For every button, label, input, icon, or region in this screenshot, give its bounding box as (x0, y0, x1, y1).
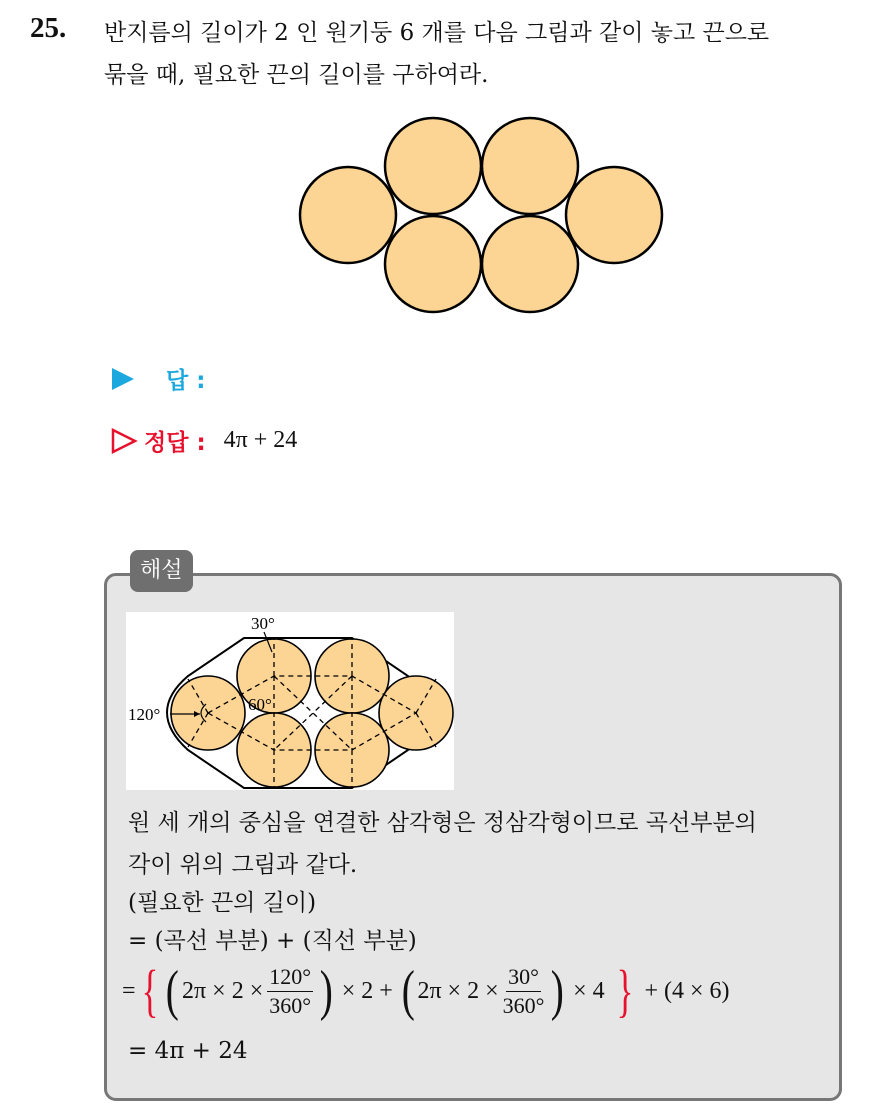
circle-right (566, 167, 662, 263)
circle-bottom-left (385, 216, 481, 312)
eq-sign: = (122, 977, 136, 1004)
fraction-2 (503, 963, 545, 1020)
cylinders-figure (296, 114, 668, 318)
fraction-2-denominator: 360° (502, 992, 545, 1018)
fraction-1-numerator: 120° (267, 963, 313, 992)
angle-120-label: 120° (128, 705, 161, 724)
solution-line-4: = (곡선 부분) + (직선 부분) (128, 928, 417, 954)
question-text-line-1: 반지름의 길이가 2 인 원기둥 6 개를 다음 그림과 같이 놓고 끈으로 (104, 20, 770, 46)
correct-answer-label: 정답 : (144, 430, 206, 456)
outline-arrow-icon (110, 427, 138, 455)
correct-answer-value: 4π + 24 (223, 427, 298, 453)
right-brace: } (616, 958, 633, 1023)
circle-top-right (482, 118, 578, 214)
circle-top-left (385, 118, 481, 214)
term1-pre: 2π × 2 × (182, 977, 264, 1004)
circle-left (300, 167, 396, 263)
question-text-line-2: 묶을 때, 필요한 끈의 길이를 구하여라. (104, 62, 489, 88)
term1-post: × 2 + (341, 977, 393, 1004)
answer-row (110, 362, 205, 395)
solution-line-3: (필요한 끈의 길이) (128, 890, 317, 916)
left-brace: { (141, 958, 158, 1023)
angle-30-label: 30° (251, 614, 275, 633)
eq-tail: + (4 × 6) (644, 977, 730, 1004)
solution-result: = 4π + 24 (128, 1038, 248, 1064)
solution-tag: 해설 (130, 550, 193, 592)
fraction-2-numerator: 30° (506, 963, 541, 992)
correct-answer-row (110, 424, 297, 457)
question-number: 25. (30, 12, 67, 44)
term2-post: × 4 (573, 977, 605, 1004)
fraction-1 (267, 963, 313, 1020)
term2-pre: 2π × 2 × (417, 977, 499, 1004)
solution-equation: = { ( 2π × 2 × $\frac{120^\circ}{360^\circ}$ ) × 2 + ( 2π × 2 × $\frac{30^\circ}{360^\circ}$ ) × 4 } + (4 × 6) (122, 958, 730, 1023)
circle-bottom-right (482, 216, 578, 312)
play-arrow-icon (110, 366, 136, 392)
angle-60-label: 60° (248, 695, 272, 714)
answer-label: 답 : (166, 368, 206, 394)
solution-line-2: 각이 위의 그림과 같다. (128, 852, 358, 878)
solution-figure (126, 612, 454, 790)
solution-line-1: 원 세 개의 중심을 연결한 삼각형은 정삼각형이므로 곡선부분의 (128, 810, 757, 836)
fraction-1-denominator: 360° (269, 992, 312, 1018)
